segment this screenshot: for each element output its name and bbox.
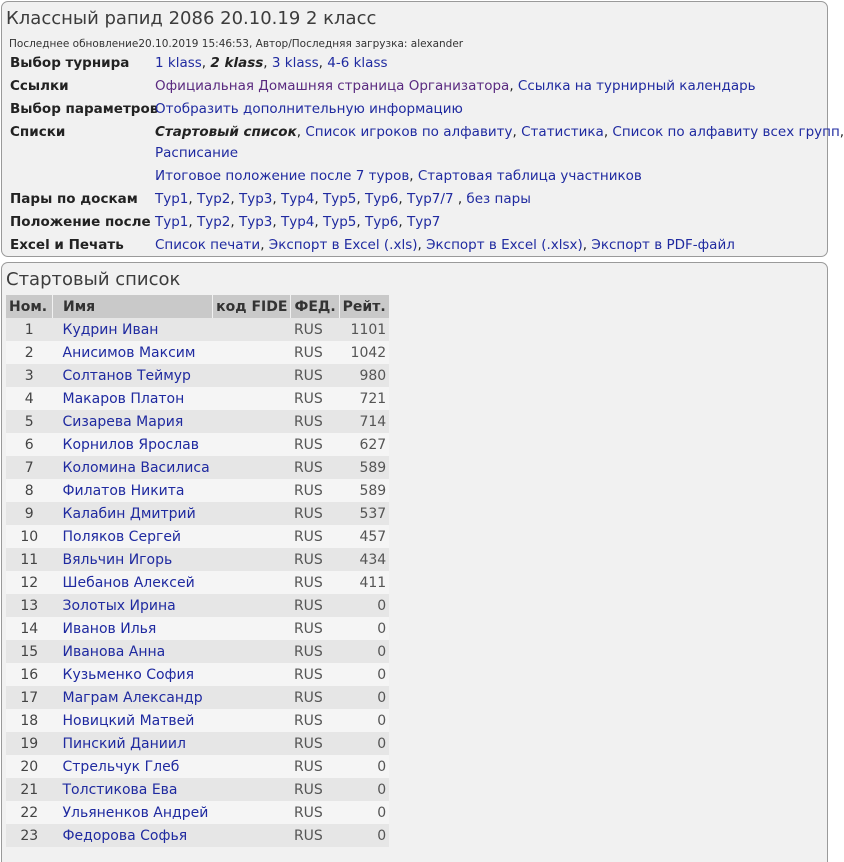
- player-fide-id-cell: [213, 801, 291, 824]
- link-players-alphabetical[interactable]: Список игроков по алфавиту: [305, 124, 513, 140]
- link-pairing-round-1[interactable]: Тур1: [155, 191, 189, 207]
- player-federation: RUS: [293, 367, 323, 384]
- player-name-cell: [53, 433, 213, 456]
- player-number-cell: [6, 571, 53, 594]
- link-final-standings[interactable]: Итоговое положение после 7 туров: [155, 168, 410, 184]
- player-name[interactable]: Солтанов Теймур: [62, 367, 191, 384]
- player-rating-cell: [339, 341, 389, 364]
- player-number: 10: [20, 528, 39, 545]
- player-rating: 411: [359, 574, 387, 591]
- player-rating: 0: [377, 758, 387, 775]
- player-federation-cell: [291, 594, 339, 617]
- player-rating-cell: [339, 732, 389, 755]
- table-row: [6, 433, 389, 456]
- player-rating: 0: [377, 781, 387, 798]
- player-rating-cell: [339, 755, 389, 778]
- player-name[interactable]: Золотых Ирина: [62, 597, 176, 614]
- link-statistics[interactable]: Статистика: [521, 124, 604, 140]
- player-federation-cell: [291, 663, 339, 686]
- player-rating: 434: [359, 551, 387, 568]
- link-show-more-info[interactable]: Отобразить дополнительную информацию: [155, 101, 463, 117]
- player-rating: 457: [359, 528, 387, 545]
- row-links: Стартовый список, Список игроков по алфавиту, Статистика, Список по алфавиту всех групп,: [155, 124, 844, 140]
- player-name[interactable]: Иванова Анна: [62, 643, 166, 660]
- player-rating-cell: [339, 686, 389, 709]
- player-fide-id-cell: [213, 617, 291, 640]
- player-name-cell: [53, 364, 213, 387]
- link-tournament-calendar[interactable]: Ссылка на турнирный календарь: [517, 78, 756, 94]
- player-number: 3: [24, 367, 34, 384]
- player-rating-cell: [339, 387, 389, 410]
- player-number: 11: [20, 551, 39, 568]
- player-federation-cell: [291, 410, 339, 433]
- player-fide-id-cell: [213, 479, 291, 502]
- player-federation: RUS: [293, 643, 323, 660]
- player-fide-id-cell: [213, 387, 291, 410]
- player-name-cell: [53, 594, 213, 617]
- player-number: 17: [20, 689, 39, 706]
- player-name[interactable]: Стрельчук Глеб: [62, 758, 180, 775]
- player-name[interactable]: Пинский Даниил: [62, 735, 186, 752]
- table-row: [6, 387, 389, 410]
- player-federation: RUS: [293, 528, 323, 545]
- table-row: [6, 686, 389, 709]
- player-federation-cell: [291, 525, 339, 548]
- player-federation-cell: [291, 364, 339, 387]
- player-number-cell: [6, 663, 53, 686]
- player-fide-id-cell: [213, 594, 291, 617]
- row-links: Официальная Домашняя страница Организатора, Ссылка на турнирный календарь: [155, 78, 756, 94]
- player-number-cell: [6, 594, 53, 617]
- player-name[interactable]: Кудрин Иван: [62, 321, 159, 338]
- player-name[interactable]: Филатов Никита: [62, 482, 185, 499]
- player-federation-cell: [291, 755, 339, 778]
- table-row: [6, 594, 389, 617]
- player-federation: RUS: [293, 620, 323, 637]
- player-federation-cell: [291, 686, 339, 709]
- player-number: 15: [20, 643, 39, 660]
- tournament-info-panel: [1, 1, 844, 257]
- link-pairing-round-7[interactable]: Тур7/7: [407, 191, 454, 207]
- player-name-cell: [53, 732, 213, 755]
- player-federation-cell: [291, 617, 339, 640]
- player-rating: 980: [359, 367, 387, 384]
- last-updated-text: Последнее обновление20.10.2019 15:46:53, Автор/Последняя загрузка: alexander: [9, 38, 464, 50]
- player-rating: 714: [359, 413, 387, 430]
- player-federation: RUS: [293, 574, 323, 591]
- row-label: Выбор параметров: [10, 101, 159, 117]
- player-name-cell: [53, 663, 213, 686]
- row-label: Пары по доскам: [10, 191, 138, 207]
- table-row: [6, 617, 389, 640]
- table-row: [6, 571, 389, 594]
- table-row: [6, 341, 389, 364]
- current-start-list: Стартовый список: [155, 124, 297, 140]
- start-list-table: [6, 295, 390, 847]
- player-number: 21: [20, 781, 39, 798]
- player-federation-cell: [291, 387, 339, 410]
- player-fide-id-cell: [213, 571, 291, 594]
- player-number-cell: [6, 778, 53, 801]
- player-name-cell: [53, 502, 213, 525]
- player-rating-cell: [339, 364, 389, 387]
- table-row: [6, 801, 389, 824]
- table-row: [6, 479, 389, 502]
- link-print-list[interactable]: Список печати: [155, 237, 261, 253]
- player-number: 5: [24, 413, 34, 430]
- player-name-cell: [53, 824, 213, 847]
- player-federation: RUS: [293, 781, 323, 798]
- player-fide-id-cell: [213, 686, 291, 709]
- player-name[interactable]: Поляков Сергей: [62, 528, 182, 545]
- player-federation-cell: [291, 778, 339, 801]
- player-number: 8: [24, 482, 34, 499]
- player-name-cell: [53, 341, 213, 364]
- player-rating: 589: [359, 482, 387, 499]
- player-fide-id-cell: [213, 824, 291, 847]
- player-number: 16: [20, 666, 39, 683]
- player-name-cell: [53, 640, 213, 663]
- player-federation-cell: [291, 732, 339, 755]
- row-links: Итоговое положение после 7 туров, Стартовая таблица участников: [155, 168, 642, 184]
- player-fide-id-cell: [213, 663, 291, 686]
- player-federation-cell: [291, 548, 339, 571]
- player-number: 19: [20, 735, 39, 752]
- player-fide-id-cell: [213, 732, 291, 755]
- player-number-cell: [6, 640, 53, 663]
- link-export-pdf[interactable]: Экспорт в PDF-файл: [591, 237, 735, 253]
- player-name-cell: [53, 548, 213, 571]
- player-federation-cell: [291, 571, 339, 594]
- col-header-fide-id: код FIDE: [213, 295, 291, 318]
- player-fide-id-cell: [213, 410, 291, 433]
- table-row: [6, 824, 389, 847]
- player-federation: RUS: [293, 597, 323, 614]
- link-starting-rank-table[interactable]: Стартовая таблица участников: [417, 168, 642, 184]
- start-list-panel: [1, 262, 828, 862]
- player-rating: 721: [359, 390, 387, 407]
- player-federation: RUS: [293, 804, 323, 821]
- player-rating-cell: [339, 778, 389, 801]
- row-label: Положение после: [10, 214, 151, 230]
- link-standings-round-5[interactable]: Тур5: [323, 214, 357, 230]
- player-federation-cell: [291, 341, 339, 364]
- player-federation-cell: [291, 433, 339, 456]
- table-row: [6, 525, 389, 548]
- player-name[interactable]: Толстикова Ева: [62, 781, 178, 798]
- player-rating: 0: [377, 804, 387, 821]
- col-header-number: Ном.: [6, 295, 53, 318]
- col-header-name: Имя: [53, 295, 213, 318]
- link-standings-round-1[interactable]: Тур1: [155, 214, 189, 230]
- player-fide-id-cell: [213, 364, 291, 387]
- player-rating-cell: [339, 640, 389, 663]
- player-name-cell: [53, 456, 213, 479]
- player-number: 1: [24, 321, 34, 338]
- player-federation: RUS: [293, 505, 323, 522]
- player-federation: RUS: [293, 344, 323, 361]
- table-header-row: [6, 295, 389, 318]
- player-number-cell: [6, 686, 53, 709]
- table-row: [6, 640, 389, 663]
- player-number-cell: [6, 456, 53, 479]
- row-label: Ссылки: [10, 78, 69, 94]
- col-header-federation: ФЕД.: [291, 295, 339, 318]
- player-number-cell: [6, 709, 53, 732]
- link-no-pairing[interactable]: без пары: [466, 191, 531, 207]
- player-federation-cell: [291, 318, 339, 341]
- player-number-cell: [6, 525, 53, 548]
- link-schedule[interactable]: Расписание: [155, 145, 239, 161]
- player-federation-cell: [291, 479, 339, 502]
- link-all-groups-alphabetical[interactable]: Список по алфавиту всех групп: [612, 124, 840, 140]
- player-number-cell: [6, 364, 53, 387]
- player-number: 2: [24, 344, 34, 361]
- player-rating: 0: [377, 597, 387, 614]
- table-row: [6, 364, 389, 387]
- player-name[interactable]: Коломина Василиса: [62, 459, 210, 476]
- row-label: Списки: [10, 124, 66, 140]
- row-links: Тур1, Тур2, Тур3, Тур4, Тур5, Тур6, Тур7: [155, 214, 441, 230]
- player-rating: 0: [377, 643, 387, 660]
- link-pairing-round-4[interactable]: Тур4: [281, 191, 315, 207]
- player-number: 4: [24, 390, 34, 407]
- link-3-klass[interactable]: 3 klass: [271, 55, 319, 71]
- player-name[interactable]: Калабин Дмитрий: [62, 505, 196, 522]
- table-row: [6, 755, 389, 778]
- table-row: [6, 548, 389, 571]
- player-number-cell: [6, 755, 53, 778]
- player-rating-cell: [339, 502, 389, 525]
- player-number-cell: [6, 502, 53, 525]
- row-links: [155, 101, 463, 117]
- player-rows: [6, 318, 389, 847]
- player-rating-cell: [339, 594, 389, 617]
- player-name-cell: [53, 479, 213, 502]
- player-rating-cell: [339, 548, 389, 571]
- row-links: Тур1, Тур2, Тур3, Тур4, Тур5, Тур6, Тур7/7 , без пары: [155, 191, 531, 207]
- table-row: [6, 663, 389, 686]
- player-name[interactable]: Корнилов Ярослав: [62, 436, 200, 453]
- player-rating: 1042: [350, 344, 387, 361]
- player-name-cell: [53, 410, 213, 433]
- row-links: [155, 145, 238, 161]
- link-organizer-homepage[interactable]: Официальная Домашняя страница Организатора: [155, 78, 510, 94]
- player-rating: 0: [377, 735, 387, 752]
- player-rating-cell: [339, 824, 389, 847]
- player-federation: RUS: [293, 482, 323, 499]
- player-number-cell: [6, 801, 53, 824]
- player-name[interactable]: Маграм Александр: [62, 689, 203, 706]
- player-federation-cell: [291, 801, 339, 824]
- player-number-cell: [6, 341, 53, 364]
- col-header-rating: Рейт.: [339, 295, 389, 318]
- player-fide-id-cell: [213, 709, 291, 732]
- player-rating: 627: [359, 436, 387, 453]
- player-rating: 589: [359, 459, 387, 476]
- link-pairing-round-5[interactable]: Тур5: [323, 191, 357, 207]
- link-standings-round-2[interactable]: Тур2: [197, 214, 231, 230]
- table-row: [6, 709, 389, 732]
- link-export-xlsx[interactable]: Экспорт в Excel (.xlsx): [426, 237, 583, 253]
- player-number-cell: [6, 387, 53, 410]
- player-federation: RUS: [293, 689, 323, 706]
- player-rating-cell: [339, 525, 389, 548]
- player-number: 9: [24, 505, 34, 522]
- player-rating-cell: [339, 571, 389, 594]
- player-federation: RUS: [293, 827, 323, 844]
- player-number: 7: [24, 459, 34, 476]
- player-fide-id-cell: [213, 525, 291, 548]
- player-rating: 0: [377, 712, 387, 729]
- player-fide-id-cell: [213, 456, 291, 479]
- player-number: 18: [20, 712, 39, 729]
- player-fide-id-cell: [213, 640, 291, 663]
- player-name[interactable]: Анисимов Максим: [62, 344, 196, 361]
- player-name-cell: [53, 318, 213, 341]
- player-name-cell: [53, 387, 213, 410]
- player-rating-cell: [339, 709, 389, 732]
- player-name[interactable]: Ульяненков Андрей: [62, 804, 209, 821]
- player-number: 13: [20, 597, 39, 614]
- player-rating-cell: [339, 433, 389, 456]
- player-number: 20: [20, 758, 39, 775]
- player-name-cell: [53, 778, 213, 801]
- player-number-cell: [6, 732, 53, 755]
- link-export-xls[interactable]: Экспорт в Excel (.xls): [268, 237, 418, 253]
- player-federation: RUS: [293, 459, 323, 476]
- player-fide-id-cell: [213, 502, 291, 525]
- player-fide-id-cell: [213, 755, 291, 778]
- player-name-cell: [53, 801, 213, 824]
- player-rating-cell: [339, 617, 389, 640]
- player-name[interactable]: Кузьменко София: [62, 666, 195, 683]
- player-federation-cell: [291, 824, 339, 847]
- player-rating: 0: [377, 689, 387, 706]
- table-row: [6, 318, 389, 341]
- link-standings-round-7[interactable]: Тур7: [407, 214, 441, 230]
- player-federation: RUS: [293, 758, 323, 775]
- player-rating-cell: [339, 456, 389, 479]
- link-standings-round-4[interactable]: Тур4: [281, 214, 315, 230]
- page-title: Классный рапид 2086 20.10.19 2 класс: [6, 8, 377, 29]
- table-row: [6, 502, 389, 525]
- player-federation-cell: [291, 456, 339, 479]
- player-fide-id-cell: [213, 778, 291, 801]
- start-list-title: Стартовый список: [6, 269, 181, 290]
- link-pairing-round-6[interactable]: Тур6: [365, 191, 399, 207]
- player-federation-cell: [291, 640, 339, 663]
- link-4-6-klass[interactable]: 4-6 klass: [327, 55, 388, 71]
- player-name[interactable]: Макаров Платон: [62, 390, 185, 407]
- player-rating-cell: [339, 801, 389, 824]
- current-tournament-2-klass: 2 klass: [210, 55, 264, 71]
- player-number-cell: [6, 410, 53, 433]
- row-links: 1 klass, 2 klass, 3 klass, 4-6 klass: [155, 55, 388, 71]
- row-links: Список печати, Экспорт в Excel (.xls), Экспорт в Excel (.xlsx), Экспорт в PDF-файл: [155, 237, 735, 253]
- player-fide-id-cell: [213, 433, 291, 456]
- player-rating-cell: [339, 318, 389, 341]
- player-name[interactable]: Сизарева Мария: [62, 413, 184, 430]
- player-name-cell: [53, 617, 213, 640]
- player-number: 12: [20, 574, 39, 591]
- player-name[interactable]: Новицкий Матвей: [62, 712, 195, 729]
- player-number-cell: [6, 824, 53, 847]
- player-rating: 0: [377, 827, 387, 844]
- player-number-cell: [6, 433, 53, 456]
- player-federation: RUS: [293, 666, 323, 683]
- player-fide-id-cell: [213, 341, 291, 364]
- player-name-cell: [53, 525, 213, 548]
- player-fide-id-cell: [213, 318, 291, 341]
- player-name-cell: [53, 571, 213, 594]
- player-rating-cell: [339, 410, 389, 433]
- row-label: Excel и Печать: [10, 237, 124, 253]
- player-federation: RUS: [293, 735, 323, 752]
- player-federation: RUS: [293, 436, 323, 453]
- player-name[interactable]: Вяльчин Игорь: [62, 551, 173, 568]
- player-number: 6: [24, 436, 34, 453]
- link-pairing-round-2[interactable]: Тур2: [197, 191, 231, 207]
- player-name[interactable]: Федорова Софья: [62, 827, 188, 844]
- player-number-cell: [6, 479, 53, 502]
- player-number: 22: [20, 804, 39, 821]
- link-standings-round-6[interactable]: Тур6: [365, 214, 399, 230]
- player-federation-cell: [291, 502, 339, 525]
- player-name-cell: [53, 709, 213, 732]
- player-rating-cell: [339, 663, 389, 686]
- table-row: [6, 456, 389, 479]
- link-standings-round-3[interactable]: Тур3: [239, 214, 273, 230]
- table-row: [6, 778, 389, 801]
- player-rating: 0: [377, 666, 387, 683]
- player-number: 14: [20, 620, 39, 637]
- player-rating: 537: [359, 505, 387, 522]
- player-rating: 1101: [350, 321, 387, 338]
- player-number: 23: [20, 827, 39, 844]
- player-federation-cell: [291, 709, 339, 732]
- table-row: [6, 410, 389, 433]
- player-federation: RUS: [293, 390, 323, 407]
- player-name-cell: [53, 755, 213, 778]
- player-federation: RUS: [293, 551, 323, 568]
- player-rating-cell: [339, 479, 389, 502]
- player-rating: 0: [377, 620, 387, 637]
- player-name-cell: [53, 686, 213, 709]
- link-pairing-round-3[interactable]: Тур3: [239, 191, 273, 207]
- player-fide-id-cell: [213, 548, 291, 571]
- link-1-klass[interactable]: 1 klass: [155, 55, 202, 71]
- player-federation: RUS: [293, 413, 323, 430]
- player-name[interactable]: Шебанов Алексей: [62, 574, 195, 591]
- player-name[interactable]: Иванов Илья: [62, 620, 157, 637]
- player-number-cell: [6, 548, 53, 571]
- player-number-cell: [6, 617, 53, 640]
- player-federation: RUS: [293, 712, 323, 729]
- player-number-cell: [6, 318, 53, 341]
- player-federation: RUS: [293, 321, 323, 338]
- row-label: Выбор турнира: [10, 55, 130, 71]
- table-row: [6, 732, 389, 755]
